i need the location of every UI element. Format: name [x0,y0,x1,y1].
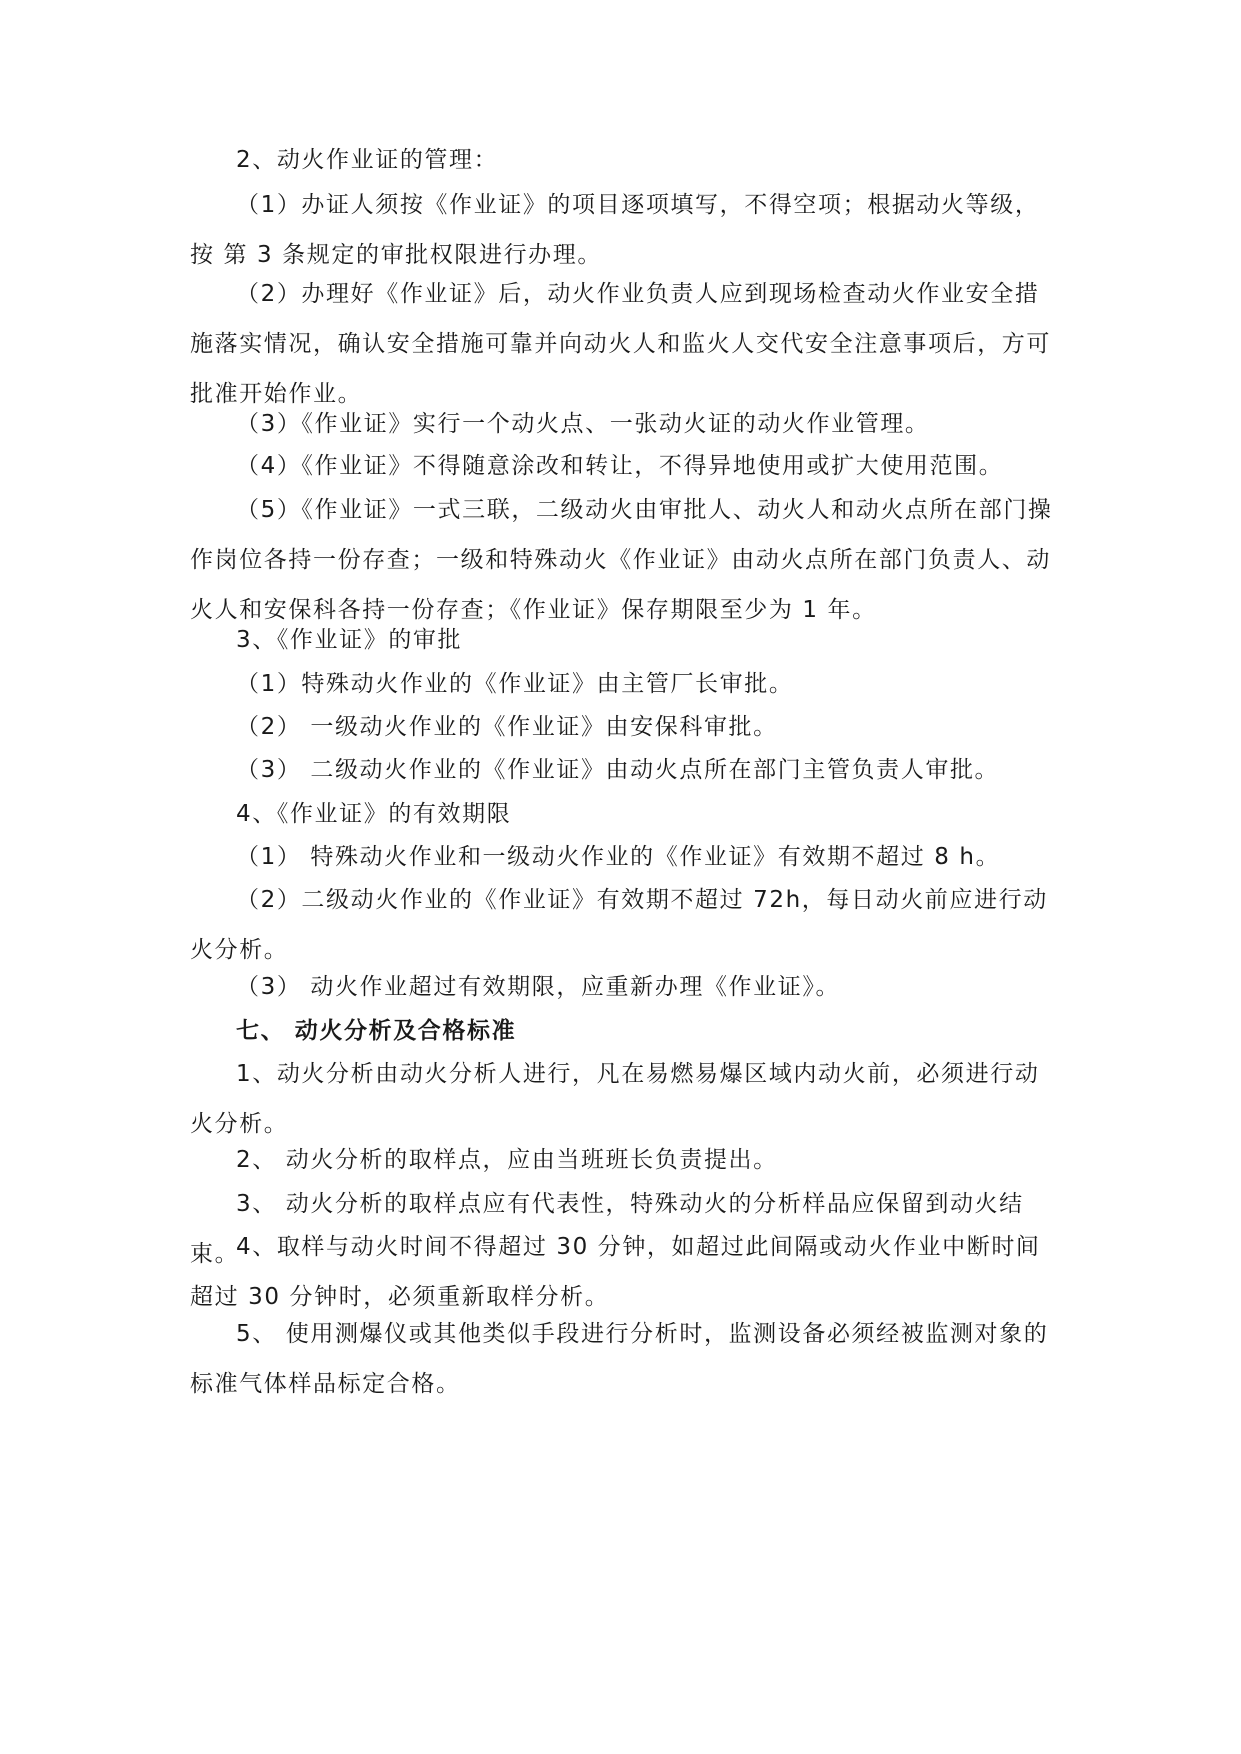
section-title-permit-management: 2、动火作业证的管理： [236,147,499,173]
paragraph-one-point-one-permit: （3）《作业证》实行一个动火点、一张动火证的动火作业管理。 [236,411,930,437]
paragraph-representative-sample: 3、 动火分析的取样点应有代表性，特殊动火的分析样品应保留到动火结束。 [190,1191,1024,1267]
paragraph-reapply: （3） 动火作业超过有效期限，应重新办理《作业证》。 [236,974,841,1000]
paragraph-permit-fill-in: （1）办证人须按《作业证》的项目逐项填写，不得空项；根据动火等级，按 第 3 条规定的审批权限进行办理。 [190,192,1040,268]
paragraph-validity-72h: （2）二级动火作业的《作业证》有效期不超过 72h，每日动火前应进行动火分析。 [190,887,1048,963]
paragraph-special-approval: （1）特殊动火作业的《作业证》由主管厂长审批。 [236,671,794,697]
section-title-permit-approval: 3、《作业证》的审批 [236,627,463,653]
paragraph-no-alteration: （4）《作业证》不得随意涂改和转让，不得异地使用或扩大使用范围。 [236,453,1004,479]
paragraph-detector-calibration: 5、 使用测爆仪或其他类似手段进行分析时，监测设备必须经被监测对象的标准气体样品标定合格。 [190,1321,1049,1397]
paragraph-level-two-approval: （3） 二级动火作业的《作业证》由动火点所在部门主管负责人审批。 [236,757,1000,783]
paragraph-sampling-point-proposer: 2、 动火分析的取样点，应由当班班长负责提出。 [236,1147,778,1173]
paragraph-level-one-approval: （2） 一级动火作业的《作业证》由安保科审批。 [236,714,778,740]
paragraph-30-minute-limit: 4、取样与动火时间不得超过 30 分钟，如超过此间隔或动火作业中断时间超过 30 分钟时，必须重新取样分析。 [190,1234,1041,1310]
paragraph-analysis-by-analyst: 1、动火分析由动火分析人进行，凡在易燃易爆区域内动火前，必须进行动火分析。 [190,1061,1040,1137]
paragraph-validity-8h: （1） 特殊动火作业和一级动火作业的《作业证》有效期不超过 8 h。 [236,844,1001,870]
paragraph-three-copies: （5）《作业证》一式三联，二级动火由审批人、动火人和动火点所在部门操作岗位各持一份存查；一级和特殊动火《作业证》由动火点所在部门负责人、动火人和安保科各持一份存查；《作业证》保存期限至少为 1 年。 [190,497,1053,623]
chapter-heading-analysis-standard: 七、 动火分析及合格标准 [236,1018,517,1044]
section-title-validity-period: 4、《作业证》的有效期限 [236,801,512,827]
paragraph-permit-onsite-check: （2）办理好《作业证》后，动火作业负责人应到现场检查动火作业安全措施落实情况，确认安全措施可靠并向动火人和监火人交代安全注意事项后，方可批准开始作业。 [190,281,1051,407]
